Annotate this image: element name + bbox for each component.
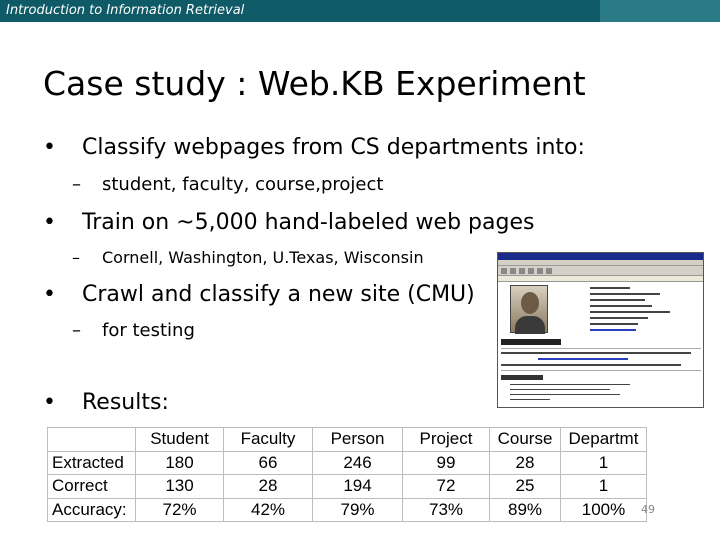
column-header: Course xyxy=(490,428,561,452)
table-cell: 89% xyxy=(490,498,561,522)
table-row xyxy=(48,498,647,522)
bullet-text: Crawl and classify a new site (CMU) xyxy=(82,282,475,307)
table-cell: 180 xyxy=(136,451,224,475)
column-header: Departmt xyxy=(561,428,647,452)
table-cell: 28 xyxy=(490,451,561,475)
table-cell: 72% xyxy=(136,498,224,522)
table-corner xyxy=(48,428,136,452)
table-cell: 79% xyxy=(313,498,403,522)
browser-toolbar xyxy=(498,266,703,276)
faculty-name xyxy=(501,339,561,345)
table-cell: 73% xyxy=(403,498,490,522)
header-bar xyxy=(0,0,600,22)
column-header: Student xyxy=(136,428,224,452)
results-table xyxy=(47,427,647,522)
slide-title: Case study : Web.KB Experiment xyxy=(43,64,586,103)
sub-bullet-text: Cornell, Washington, U.Texas, Wisconsin xyxy=(102,248,424,267)
table-cell: 100% xyxy=(561,498,647,522)
bullet-marker: • xyxy=(43,135,56,160)
table-cell: 66 xyxy=(224,451,313,475)
bullet-text: Train on ~5,000 hand-labeled web pages xyxy=(82,210,535,235)
row-label: Extracted xyxy=(48,451,136,475)
table-cell: 194 xyxy=(313,475,403,499)
sub-bullet-text: for testing xyxy=(102,320,195,341)
bullet-text: Classify webpages from CS departments into: xyxy=(82,135,585,160)
faculty-webpage-screenshot xyxy=(497,252,704,408)
table-cell: 130 xyxy=(136,475,224,499)
row-label: Correct xyxy=(48,475,136,499)
bullet-text: Results: xyxy=(82,390,169,415)
sub-bullet-text: student, faculty, course,project xyxy=(102,174,384,195)
sub-bullet-marker: – xyxy=(72,248,80,267)
table-cell: 1 xyxy=(561,475,647,499)
column-header: Project xyxy=(403,428,490,452)
table-cell: 72 xyxy=(403,475,490,499)
bullet-marker: • xyxy=(43,390,56,415)
course-title: Introduction to Information Retrieval xyxy=(6,3,245,18)
table-row xyxy=(48,451,647,475)
browser-address-bar xyxy=(498,276,703,282)
column-header: Faculty xyxy=(224,428,313,452)
column-header: Person xyxy=(313,428,403,452)
table-cell: 25 xyxy=(490,475,561,499)
browser-titlebar xyxy=(498,253,703,260)
bullet-marker: • xyxy=(43,210,56,235)
bullet-marker: • xyxy=(43,282,56,307)
page-number: 49 xyxy=(641,503,655,516)
faculty-photo xyxy=(510,285,548,333)
header-bar-accent xyxy=(600,0,720,22)
table-cell: 28 xyxy=(224,475,313,499)
table-row xyxy=(48,475,647,499)
table-cell: 42% xyxy=(224,498,313,522)
row-label: Accuracy: xyxy=(48,498,136,522)
sub-bullet-marker: – xyxy=(72,174,81,195)
table-cell: 99 xyxy=(403,451,490,475)
table-cell: 1 xyxy=(561,451,647,475)
table-cell: 246 xyxy=(313,451,403,475)
table-header-row xyxy=(48,428,647,452)
sub-bullet-marker: – xyxy=(72,320,81,341)
research-interests-heading xyxy=(501,375,543,380)
